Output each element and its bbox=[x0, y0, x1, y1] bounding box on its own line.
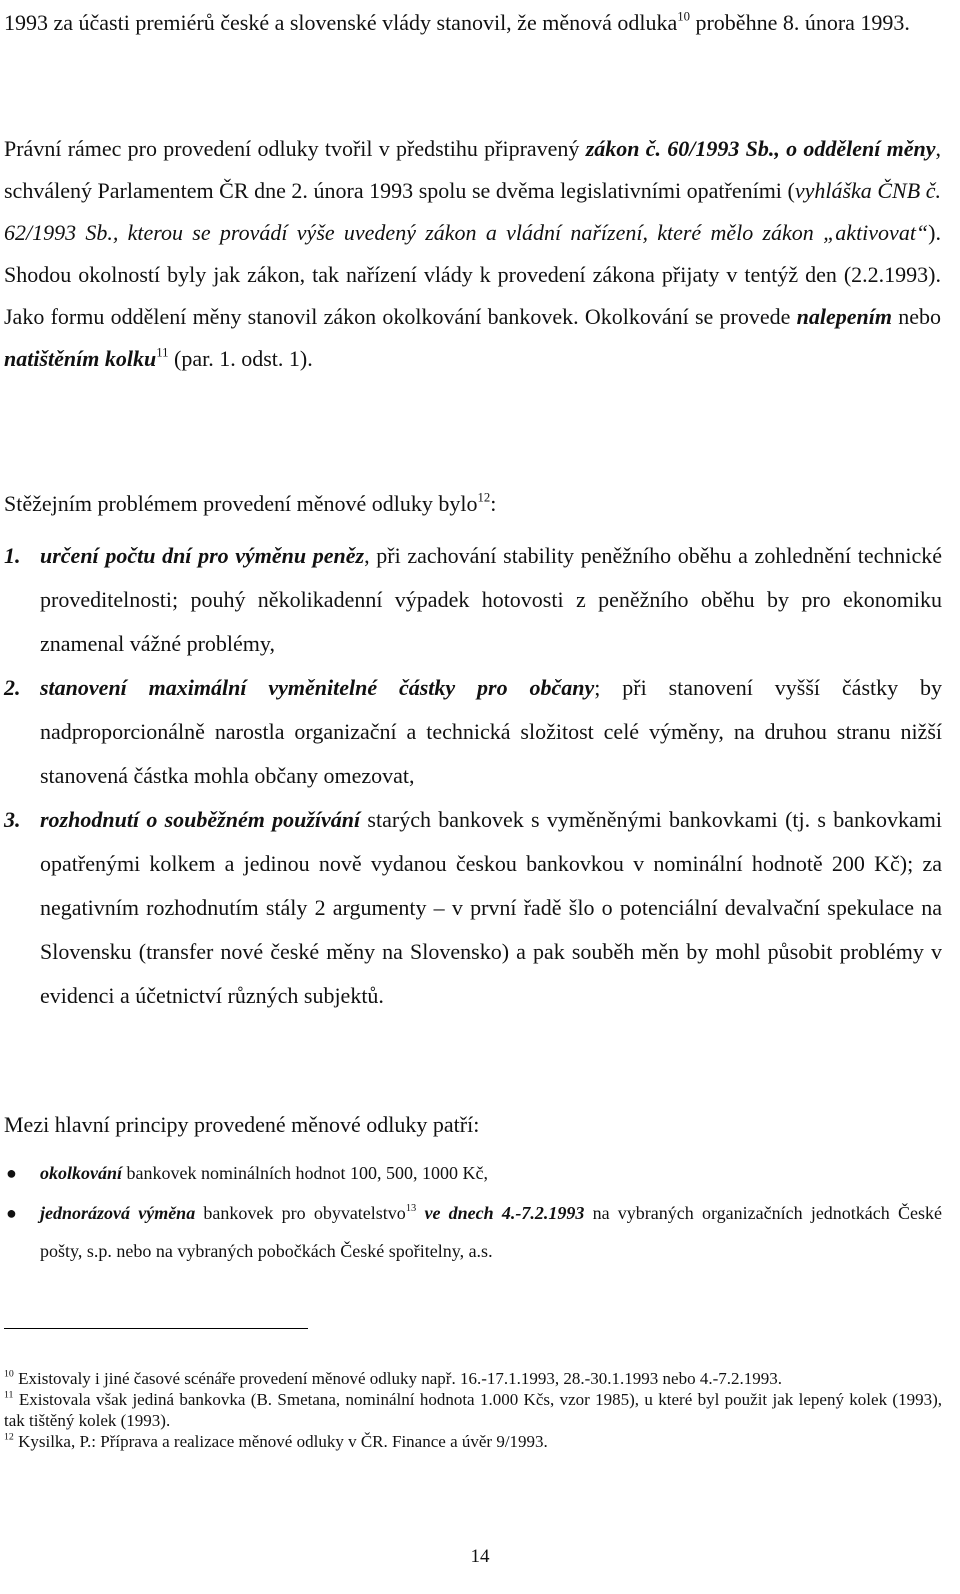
list-item-heading: stanovení maximální vyměnitelné částky pro občany bbox=[40, 675, 595, 700]
list-item bbox=[4, 1194, 942, 1270]
paragraph-intro-text-end: proběhne 8. února 1993. bbox=[689, 10, 910, 35]
page-number: 14 bbox=[470, 1546, 490, 1567]
list-item-text: starých bankovek s vyměněnými bankovkami (tj. s bankovkami opatřenými kolkem a jedinou nově vydanou českou bankovkou v nominální hodnotě 200 Kč); za negativním rozhodnutím stály 2 argumenty – v první řadě šlo o potenciální devalvační spekulace na Slovensku (transfer nové české měny na Slovensko) a pak souběh měn by mohl působit problémy v evidenci a účetnictví různých subjektů. bbox=[40, 807, 943, 1008]
footnote-10 bbox=[4, 1368, 942, 1389]
text-run: Stěžejním problémem provedení měnové odluky bylo bbox=[4, 491, 478, 516]
footnote-number: 10 bbox=[4, 1368, 14, 1380]
law-title: , o oddělení měny bbox=[774, 136, 936, 161]
footnote-ref-12[interactable]: 12 bbox=[477, 490, 491, 505]
footnote-12 bbox=[4, 1431, 942, 1452]
text-run: , schválený Parlamentem ČR dne 2. února 1993 spolu se dvěma legislativními opatřeními ( bbox=[4, 136, 941, 203]
list-item bbox=[4, 534, 942, 666]
footnote-text: Existovala však jediná bankovka (B. Smetana, nominální hodnota 1.000 Kčs, vzor 1985), u které byl použit jak lepený kolek (1993), tak tištěný kolek (1993). bbox=[4, 1390, 942, 1430]
footnote-number: 11 bbox=[4, 1389, 14, 1401]
principle-heading: okolkování bbox=[40, 1163, 123, 1183]
paragraph-intro-text: 1993 za účasti premiérů české a slovenské vlády stanovil, že měnová odluka bbox=[4, 10, 678, 35]
list-item bbox=[4, 798, 942, 1018]
decree-description: , kterou se provádí výše uvedený zákon a vládní nařízení, které mělo zákon „aktivovat“ bbox=[112, 220, 929, 245]
paragraph-principles: Mezi hlavní principy provedené měnové odluky patří: bbox=[4, 1112, 480, 1137]
footnotes bbox=[4, 1368, 942, 1452]
text-run: ). Shodou okolností byly jak zákon, tak nařízení vlády k provedení zákona přijaty v tentýž den (2.2.1993). Jako formu oddělení měny stanovil zákon okolkování bankovek. Okolkování se provede bbox=[4, 220, 941, 329]
paragraph-main-problem bbox=[4, 491, 941, 517]
text-run: nebo bbox=[892, 304, 942, 329]
text-run: Právní rámec pro provedení odluky tvořil v předstihu připravený bbox=[4, 136, 586, 161]
list-item-text: , při zachování stability peněžního oběhu a zohlednění technické proveditelnosti; pouhý několikadenní výpadek hotovosti z peněžního oběhu by pro ekonomiku znamenal vážné problémy, bbox=[40, 543, 943, 656]
principle-text-end: na vybraných organizačních jednotkách České pošty, s.p. nebo na vybraných pobočkách České spořitelny, a.s. bbox=[40, 1203, 942, 1261]
footnote-separator bbox=[4, 1328, 308, 1329]
footnote-text: Kysilka, P.: Příprava a realizace měnové odluky v ČR. Finance a úvěr 9/1993. bbox=[13, 1432, 548, 1451]
text-run: : bbox=[490, 491, 497, 516]
paragraph-legal-framework bbox=[4, 128, 941, 380]
bullet-icon: ● bbox=[6, 1163, 17, 1183]
list-item-text: ; při stanovení vyšší částky by nadproporcionálně narostla organizační a technická složitost celé výměny, na druhou stranu nižší stanovená částka mohla občany omezovat, bbox=[40, 675, 942, 788]
method-sticking: nalepením bbox=[796, 304, 892, 329]
footnote-ref-10[interactable]: 10 bbox=[677, 9, 690, 24]
footnote-11 bbox=[4, 1389, 942, 1431]
text-run: (par. 1. odst. 1). bbox=[168, 346, 313, 371]
list-item bbox=[4, 666, 942, 798]
list-item-heading: rozhodnutí o souběžném používání bbox=[40, 807, 361, 832]
principles-list bbox=[4, 1154, 942, 1272]
footnote-ref-11[interactable]: 11 bbox=[156, 345, 169, 360]
footnote-text: Existovaly i jiné časové scénáře provedení měnové odluky např. 16.-17.1.1993, 28.-30.1.1993 nebo 4.-7.2.1993. bbox=[13, 1369, 782, 1388]
list-number: 3. bbox=[4, 807, 21, 832]
bullet-icon: ● bbox=[6, 1203, 17, 1223]
decree-reference: vyhláška ČNB č. 62/1993 Sb. bbox=[4, 178, 941, 245]
list-number: 2. bbox=[4, 675, 21, 700]
list-item bbox=[4, 1154, 942, 1192]
method-printing: natištěním kolku bbox=[4, 346, 157, 371]
list-number: 1. bbox=[4, 543, 21, 568]
principle-text: bankovek nominálních hodnot 100, 500, 1000 Kč, bbox=[122, 1163, 488, 1183]
paragraph-intro bbox=[4, 2, 941, 44]
footnote-number: 12 bbox=[4, 1431, 14, 1443]
footnote-ref-13[interactable]: 13 bbox=[405, 1203, 417, 1215]
principle-text: bankovek pro obyvatelstvo bbox=[195, 1203, 406, 1223]
law-reference: zákon č. 60/1993 Sb. bbox=[585, 136, 775, 161]
problem-list bbox=[4, 534, 942, 1018]
principle-dates: ve dnech 4.-7.2.1993 bbox=[416, 1203, 585, 1223]
list-item-heading: určení počtu dní pro výměnu peněz bbox=[40, 543, 365, 568]
principle-heading: jednorázová výměna bbox=[40, 1203, 196, 1223]
